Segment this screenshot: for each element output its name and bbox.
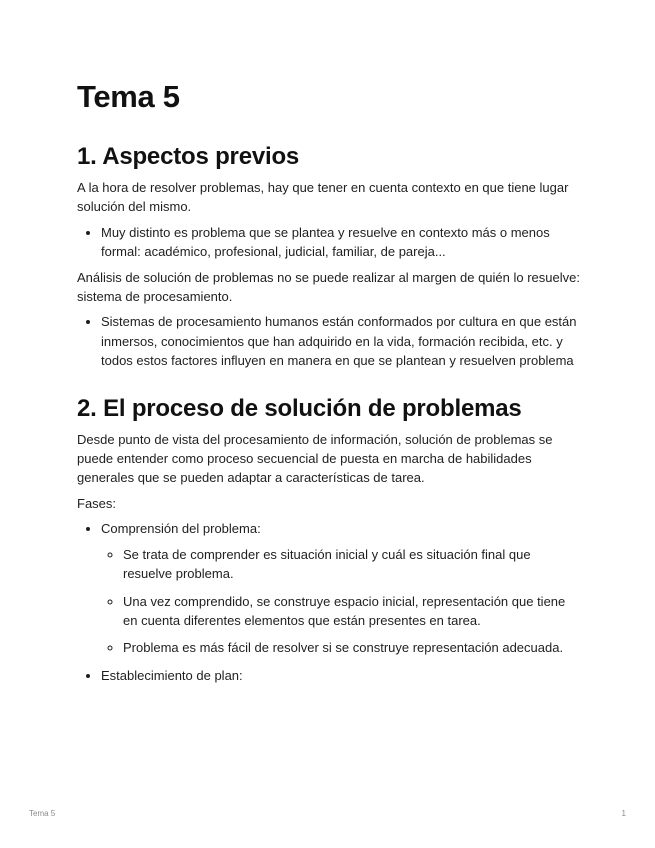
footer-page-number: 1: [621, 809, 626, 818]
phase-sublist: [101, 545, 582, 658]
document-title: Tema 5: [77, 79, 180, 114]
footer-document-name: Tema 5: [29, 809, 56, 818]
section-2-heading: 2. El proceso de solución de problemas: [77, 394, 522, 422]
section-1-list-2: [77, 312, 582, 370]
document-page: [77, 78, 582, 685]
phases-list: [77, 519, 582, 685]
sub-list-item: ◦ Se trata de comprender es situación inicial y cuál es situación final que resuelve problema.: [123, 545, 582, 584]
section-1-paragraph-1: A la hora de resolver problemas, hay que tener en cuenta contexto en que tiene lugar solución del mismo.: [77, 180, 569, 215]
phase-label: Comprensión del problema:: [101, 521, 261, 537]
phase-item: [101, 666, 582, 685]
list-item: • Muy distinto es problema que se plantea y resuelve en contexto más o menos formal: académico, profesional, judicial, familiar, de pareja...: [101, 223, 582, 262]
phase-item: [101, 519, 582, 657]
list-item: • Sistemas de procesamiento humanos están conformados por cultura en que están inmersos, conocimientos que han adquirido en la vida, formación recibida, etc. y todos estos factores influyen en manera en que se plantean y resuelven problema: [101, 312, 582, 370]
sub-list-item: ◦ Problema es más fácil de resolver si se construye representación adecuada.: [123, 638, 582, 657]
fases-label: Fases:: [77, 495, 117, 511]
section-2-paragraph-1: Desde punto de vista del procesamiento de información, solución de problemas se puede entender como proceso secuencial de puesta en marcha de habilidades generales que se pueden adaptar a características de tarea.: [77, 431, 553, 486]
section-1-heading: 1. Aspectos previos: [77, 143, 300, 170]
section-1-list-1: [77, 223, 582, 262]
phase-label: Establecimiento de plan:: [101, 667, 243, 683]
sub-list-item: ◦ Una vez comprendido, se construye espacio inicial, representación que tiene en cuenta diferentes elementos que están presentes en tarea.: [123, 592, 582, 631]
section-1-paragraph-2: Análisis de solución de problemas no se puede realizar al margen de quién lo resuelve: sistema de procesamiento.: [77, 269, 580, 305]
